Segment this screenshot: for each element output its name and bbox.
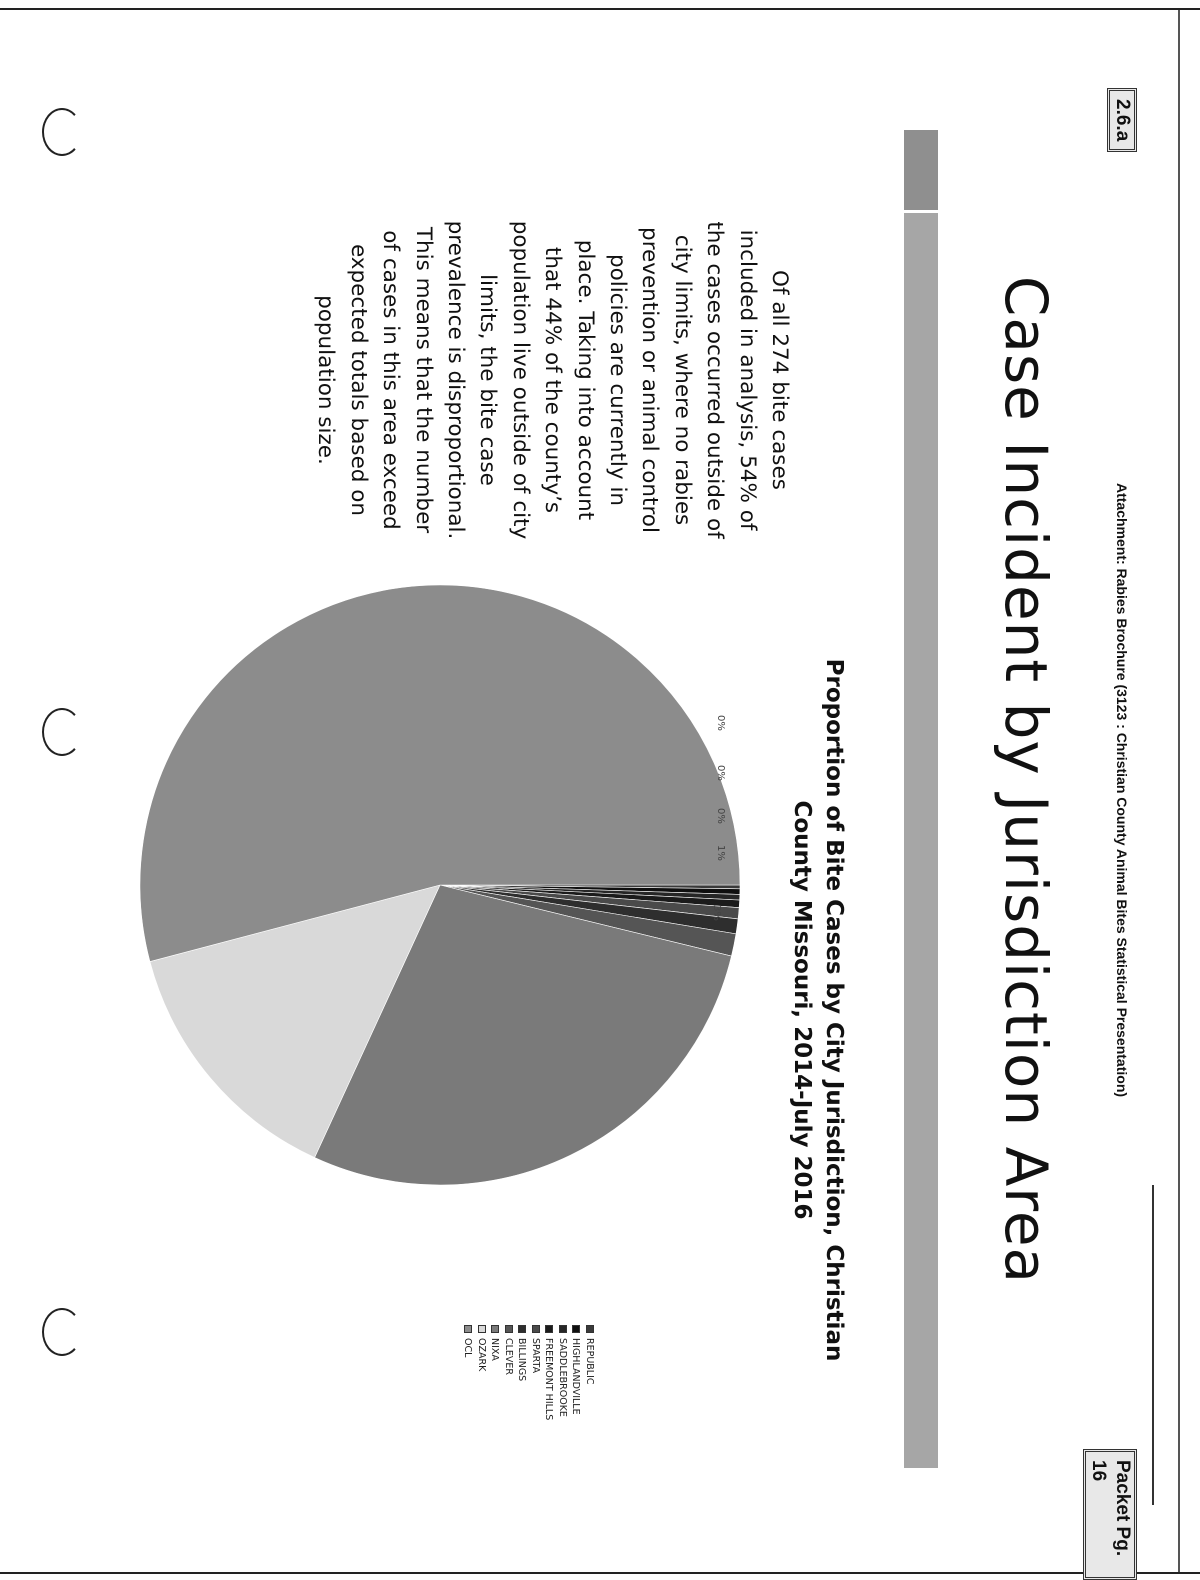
legend-item xyxy=(556,1325,568,1565)
paragraph-line: city limits, where no rabies xyxy=(669,234,695,526)
legend-item xyxy=(529,1325,541,1565)
legend-item xyxy=(570,1325,582,1565)
legend-item xyxy=(475,1325,487,1565)
paragraph-line: included in analysis, 54% of xyxy=(734,229,760,531)
page-title: Case Incident by Jurisdiction Area xyxy=(992,275,1060,1285)
legend-swatch xyxy=(532,1325,540,1333)
slice-data-label: 3% xyxy=(711,905,722,921)
legend-swatch xyxy=(586,1325,594,1333)
paragraph-line: limits, the bite case xyxy=(475,274,501,486)
legend-item xyxy=(489,1325,501,1565)
legend-label: HIGHLANDVILLE xyxy=(570,1338,582,1415)
slice-data-label: 1% xyxy=(715,845,726,861)
paragraph-line: population size. xyxy=(313,295,339,465)
paragraph-line: Of all 274 bite cases xyxy=(767,270,792,490)
chart-title-line: Proportion of Bite Cases by City Jurisdiction, Christian xyxy=(821,658,847,1362)
legend-item xyxy=(583,1325,595,1565)
legend-item xyxy=(462,1325,474,1565)
paragraph-line: prevalence is disproportional. xyxy=(442,220,468,540)
paragraph-line: the cases occurred outside of xyxy=(702,221,728,539)
legend-label: OCL xyxy=(462,1338,474,1358)
legend-swatch xyxy=(573,1325,581,1333)
legend-swatch xyxy=(546,1325,554,1333)
legend-label: SADDLEBROOKE xyxy=(557,1338,568,1417)
legend-label: BILLINGS xyxy=(516,1338,528,1382)
legend-swatch xyxy=(519,1325,527,1333)
legend-label: FREEMONT HILLS xyxy=(543,1338,555,1421)
legend-item xyxy=(502,1325,514,1565)
paragraph-line: that 44% of the county’s xyxy=(540,246,566,514)
legend-swatch xyxy=(478,1325,486,1333)
legend-swatch xyxy=(505,1325,513,1333)
slice-data-label: 0% xyxy=(715,808,726,824)
chart-title-line: County Missouri, 2014-July 2016 xyxy=(789,800,815,1220)
paragraph-line: of cases in this area exceed xyxy=(378,230,404,530)
legend-label: SPARTA xyxy=(530,1338,541,1374)
section-badge: 2.6.a xyxy=(1107,88,1137,152)
legend-swatch xyxy=(465,1325,473,1333)
legend-label: NIXA xyxy=(489,1338,501,1361)
packet-page-badge: Packet Pg. 16 xyxy=(1083,1449,1137,1580)
paragraph-line: prevention or animal control xyxy=(637,227,663,533)
legend-item xyxy=(516,1325,528,1565)
slice-data-label: 0% xyxy=(715,765,726,781)
legend-swatch xyxy=(492,1325,500,1333)
legend-swatch xyxy=(559,1325,567,1333)
legend-label: REPUBLIC xyxy=(584,1338,595,1385)
legend-label: OZARK xyxy=(476,1338,487,1372)
attachment-caption: Attachment: Rabies Brochure (3123 : Christian County Animal Bites Statistical Presentation) xyxy=(1114,482,1130,1098)
paragraph-line: policies are currently in xyxy=(604,253,630,507)
paragraph-line: expected totals based on xyxy=(345,243,371,517)
paragraph-line: This means that the number xyxy=(410,226,436,534)
legend-item xyxy=(543,1325,555,1565)
paragraph-line: place. Taking into account xyxy=(572,239,598,521)
legend-label: CLEVER xyxy=(503,1338,514,1376)
slice-data-label: 0% xyxy=(715,715,726,731)
paragraph-line: population live outside of city xyxy=(507,220,533,540)
